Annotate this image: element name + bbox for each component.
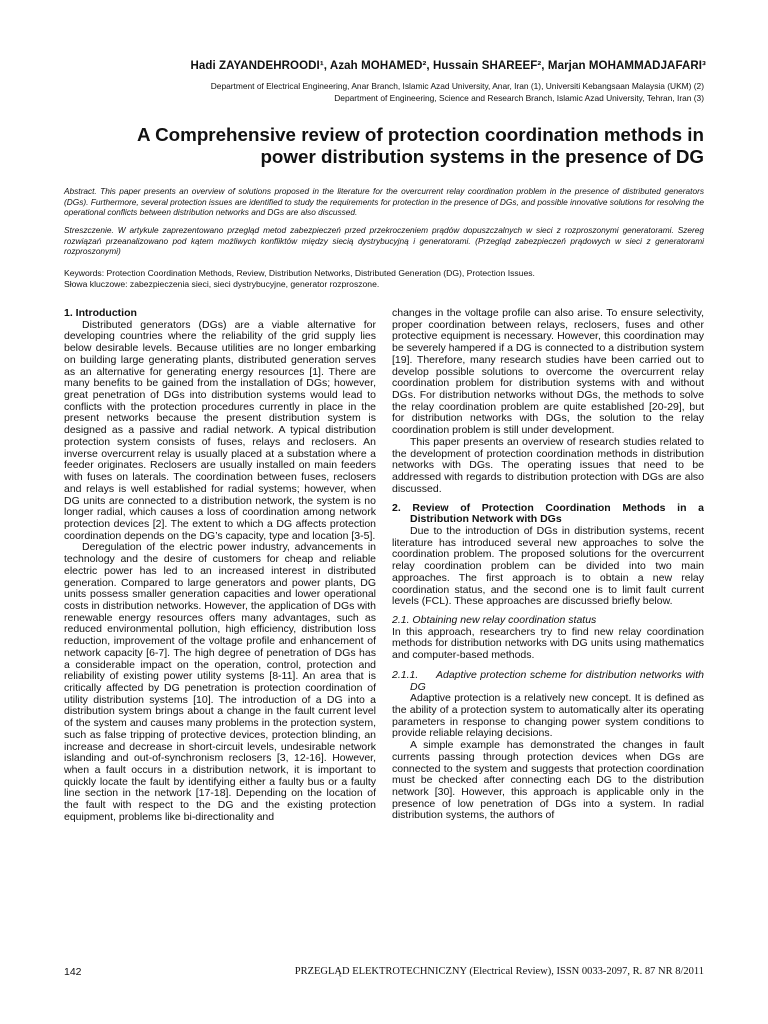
keywords-english: Keywords: Protection Coordination Methods, Review, Distribution Networks, Distributed Generation (DG), Protection Issues.: [64, 268, 535, 278]
body-paragraph: changes in the voltage profile can also arise. To ensure selectivity, proper coordination between relays, reclosers, fuses and other protective equipment is necessary. However, this coordination may be severely hampered if a DG is connected to a distribution system [19]. Therefore, many research studies have been carried out to develop possible solutions to overcome the overcurrent relay coordination problem for distribution systems with and without DGs. For distribution networks without DGs, the methods to solve the relay coordination problem are quite established [20-29], but for distribution networks with DGs, the solution to the relay coordination problem is still under development.: [392, 307, 704, 437]
subsubsection-number: 2.1.1.: [392, 668, 419, 681]
paper-title-line-1: A Comprehensive review of protection coordination methods in: [137, 124, 704, 145]
right-column: [392, 308, 704, 822]
body-paragraph: Due to the introduction of DGs in distribution systems, recent literature has introduced several new approaches to solve the coordination problem. The proposed solutions for the overcurrent relay coordination problem can be divided into two main approaches. The first approach is to obtain a new relay coordination status, and the second one is to limit fault current levels (FCL). These approaches are discussed briefly below.: [392, 524, 704, 608]
section-heading-introduction: 1. Introduction: [64, 307, 137, 319]
author-list: Hadi ZAYANDEHROODI¹, Azah MOHAMED², Hussain SHAREEF², Marjan MOHAMMADJAFARI³: [190, 60, 706, 72]
body-paragraph: Adaptive protection is a relatively new concept. It is defined as the ability of a protection system to automatically alter its operating parameters in response to changing power system conditions to provide reliable relaying decisions.: [392, 692, 704, 740]
body-paragraph: In this approach, researchers try to find new relay coordination methods for distribution networks with DG units using mathematics and computer-based methods.: [392, 625, 704, 662]
abstract-polish: Streszczenie. W artykule zaprezentowano przegląd metod zabezpieczeń przed przekroczeniem prądów dopuszczalnych w sieci z rozproszonymi generatorami. Szereg rozwiązań przeanalizowano pod kątem możliwych konfliktów między siecią dystrybucyjną i generatorami. (Przegląd zabezpieczeń prądowych w sieci z generatorami rozproszonymi): [64, 225, 704, 257]
page-number: 142: [64, 966, 82, 978]
left-column: [64, 308, 376, 824]
body-paragraph: Deregulation of the electric power industry, advancements in technology and the desire of customers for cheap and reliable electric power has led to an increased interest in distributed generation. Compared to large generators and power plants, DG units possess smaller generation capacities and lower operational costs in distribution networks. However, the application of DGs with renewable energy resources offers many advantages, such as reduced environmental pollution, high efficiency, distribution loss reduction, improvement of the voltage profile and enhancement of network capacity [6-7]. The high degree of penetration of DGs has a considerable impact on the operation, control, protection and reliability of existing power utility systems [8-11]. An area that is critically affected by DG penetration is protection coordination of utility distribution systems [10]. The introduction of a DG into a distribution system brings about a change in the fault current level of the system and causes many problems in the protection system, such as false tripping of protective devices, protection blinding, an increase and decrease in short-circuit levels, undesirable network islanding and out-of-synchronism reclosers [3, 12-16]. However, when a fault occurs in a distribution network, it is important to quickly locate the fault by identifying either a faulty bus or a faulty line section in the network [17-18]. Depending on the location of the fault with respect to the DG and the existing protection equipment, problems like bi-directionality and: [64, 541, 376, 823]
journal-footer: PRZEGLĄD ELEKTROTECHNICZNY (Electrical Review), ISSN 0033-2097, R. 87 NR 8/2011: [294, 966, 704, 977]
abstract-english: Abstract. This paper presents an overview of solutions proposed in the literature for the overcurrent relay coordination problem in the presence of distributed generators (DGs). Furthermore, several protection issues are identified to study the requirements for protection in the presence of DGs, and possible innovative solutions for resolving the operational conflicts between distribution networks and DGs are also discussed.: [64, 186, 704, 218]
body-paragraph: A simple example has demonstrated the changes in fault currents passing through protection devices when DGs are connected to the system and suggests that protection coordination must be checked after connecting each DG to the distribution network [30]. However, this approach is applicable only in the presence of low penetration of DGs into a system. In radial distribution systems, the authors of: [392, 739, 704, 822]
section-heading-review: 2. Review of Protection Coordination Methods in a Distribution Network with DGs: [392, 501, 704, 526]
subsubsection-title: Adaptive protection scheme for distribution networks with DG: [410, 668, 704, 693]
body-paragraph: This paper presents an overview of research studies related to the development of protection coordination methods in distribution networks with DGs. The operating issues that need to be addressed with regards to distribution protection with DGs are also discussed.: [392, 435, 704, 495]
affiliation-line-2: Department of Engineering, Science and Research Branch, Islamic Azad University, Tehran, Iran (3): [334, 93, 704, 103]
affiliation-line-1: Department of Electrical Engineering, Anar Branch, Islamic Azad University, Anar, Iran (1), Universiti Kebangsaan Malaysia (UKM) (2): [210, 81, 704, 91]
subsection-heading-2-1: 2.1. Obtaining new relay coordination status: [392, 613, 597, 626]
paper-title: [60, 124, 704, 168]
paper-title-line-2: power distribution systems in the presence of DG: [260, 146, 704, 167]
keywords-polish: Słowa kluczowe: zabezpieczenia sieci, sieci dystrybucyjne, generator rozproszone.: [64, 278, 380, 289]
subsubsection-heading-2-1-1: [392, 670, 704, 693]
keywords-block: [64, 268, 704, 289]
body-paragraph: Distributed generators (DGs) are a viable alternative for developing countries where the reliability of the grid supply lies below desirable levels. Because utilities are no longer embarking on building large generating plants, distributed generation serves as an alternative for generating energy resources [1]. There are many benefits to be gained from the installation of DGs; however, great penetration of DGs into distribution systems would lead to conflicts with the protection procedures currently in place in the present networks because the present distribution system is designed as a passive and radial network. A typical distribution protection system consists of fuses, relays and reclosers. An inverse overcurrent relay is usually placed at a substation where a feeder originates. Reclosers are usually installed on main feeders with fuses on laterals. The coordination between fuses, reclosers and relays is well established for radial systems; however, when DG units are connected to a distribution network, the system is no longer radial, which causes a loss of coordination among network protection devices [2]. The extent to which a DG affects protection coordination depends on the DG’s capacity, type and location [3-5].: [64, 318, 376, 542]
